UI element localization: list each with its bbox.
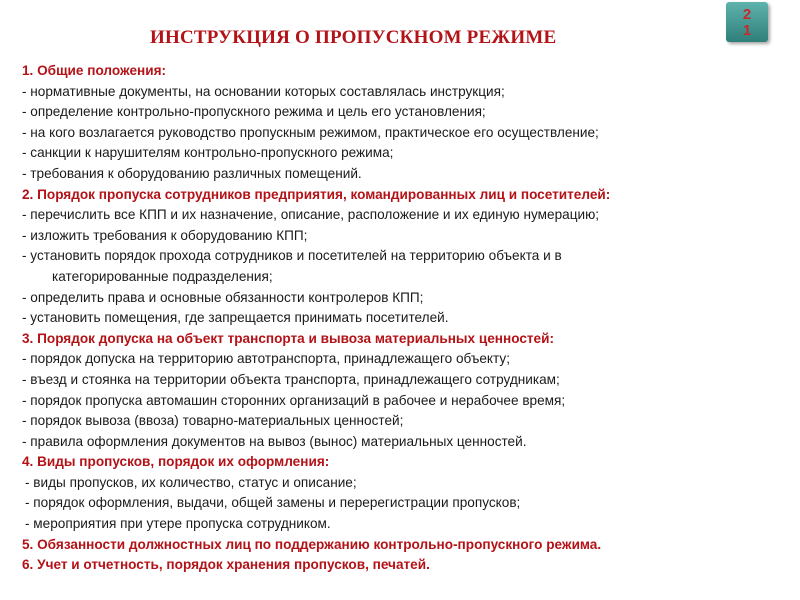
list-item: - виды пропусков, их количество, статус и описание; bbox=[25, 474, 357, 490]
page-title: ИНСТРУКЦИЯ О ПРОПУСКНОМ РЕЖИМЕ bbox=[150, 27, 557, 48]
list-item: - перечислить все КПП и их назначение, описание, расположение и их единую нумерацию; bbox=[22, 207, 600, 223]
list-item: - порядок пропуска автомашин сторонних организаций в рабочее и нерабочее время; bbox=[22, 392, 566, 408]
slide-number-bottom: 1 bbox=[742, 22, 752, 39]
section-heading: 1. Общие положения: bbox=[22, 63, 167, 78]
section-heading: 3. Порядок допуска на объект транспорта и вывоза материальных ценностей: bbox=[22, 330, 554, 346]
slide-number-top: 2 bbox=[742, 6, 752, 23]
section-heading: 4. Виды пропусков, порядок их оформления: bbox=[22, 454, 330, 470]
list-item: - определение контрольно-пропускного режима и цель его установления; bbox=[22, 104, 486, 120]
slide-number-badge bbox=[726, 2, 768, 42]
section-heading: 6. Учет и отчетность, порядок хранения пропусков, печатей. bbox=[22, 557, 430, 573]
section-heading: 5. Обязанности должностных лиц по поддержанию контрольно-пропускного режима. bbox=[22, 536, 602, 552]
list-item: - въезд и стоянка на территории объекта транспорта, принадлежащего сотрудникам; bbox=[22, 371, 560, 387]
list-item: - требования к оборудованию различных помещений. bbox=[22, 165, 362, 181]
list-item: - мероприятия при утере пропуска сотрудником. bbox=[25, 516, 331, 532]
list-item: - изложить требования к оборудованию КПП; bbox=[22, 227, 308, 243]
list-item: - определить права и основные обязанности контролеров КПП; bbox=[22, 289, 424, 305]
list-item: - правила оформления документов на вывоз (вынос) материальных ценностей. bbox=[22, 433, 527, 449]
list-item-continuation: категорированные подразделения; bbox=[52, 268, 273, 284]
list-item: - порядок оформления, выдачи, общей замены и перерегистрации пропусков; bbox=[25, 495, 521, 511]
list-item: - санкции к нарушителям контрольно-пропускного режима; bbox=[22, 145, 394, 161]
instruction-body bbox=[22, 61, 792, 576]
list-item: - порядок допуска на территорию автотранспорта, принадлежащего объекту; bbox=[22, 351, 510, 367]
section-heading: 2. Порядок пропуска сотрудников предприятия, командированных лиц и посетителей: bbox=[22, 186, 611, 202]
list-item: - нормативные документы, на основании которых составлялась инструкция; bbox=[22, 83, 505, 99]
list-item: - на кого возлагается руководство пропускным режимом, практическое его осуществление; bbox=[22, 124, 599, 140]
list-item: - установить помещения, где запрещается принимать посетителей. bbox=[22, 310, 449, 326]
list-item: - порядок вывоза (ввоза) товарно-материальных ценностей; bbox=[22, 413, 404, 429]
list-item: - установить порядок прохода сотрудников и посетителей на территорию объекта и в bbox=[22, 248, 562, 264]
